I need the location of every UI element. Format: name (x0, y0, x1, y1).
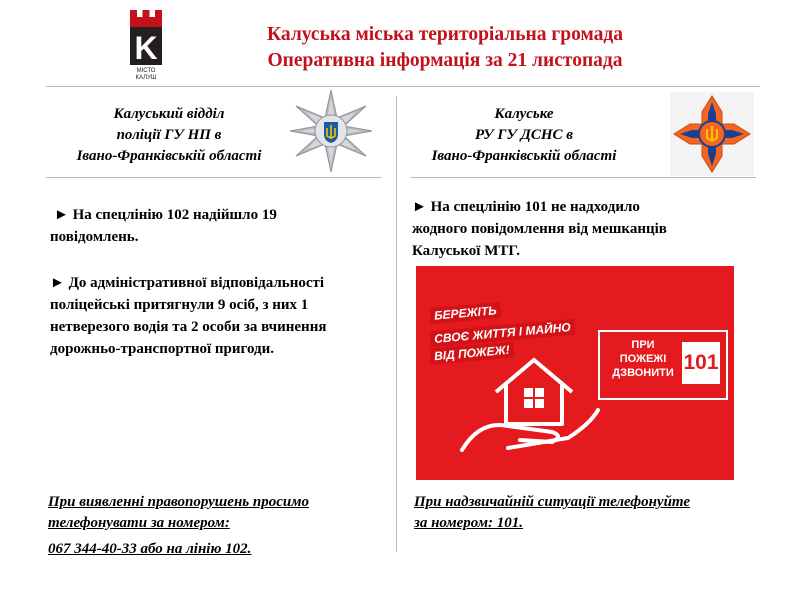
dsns-footer-line2: за номером: 101. (414, 515, 523, 531)
police-footer-line2: телефонувати за номером: (48, 515, 230, 531)
police-p2-line4: дорожньо-транспортної пригоди. (50, 341, 275, 357)
dsns-dept-name (406, 104, 642, 167)
police-paragraph-2 (50, 272, 388, 360)
call-text-line1: ПРИ (631, 339, 655, 351)
call-101-box (598, 330, 728, 400)
dsns-footer-line1: При надзвичайній ситуації телефонуйте (414, 494, 691, 510)
column-divider (396, 96, 397, 552)
police-p2-line2: поліцейські притягнули 9 осіб, з них 1 (50, 297, 309, 313)
dsns-p1-line3: Калуської МТГ. (412, 243, 520, 259)
logo-letter: K (134, 30, 158, 66)
dsns-p1-line2: жодного повідомлення від мешканців (412, 221, 667, 237)
banner-slogan-line1: БЕРЕЖІТЬ (429, 302, 501, 324)
fire-safety-banner (416, 266, 734, 480)
dsns-header-divider (410, 177, 756, 178)
police-p2-line3: нетверезого водія та 2 особи за вчинення (50, 319, 327, 335)
banner-slogan-line2: СВОЄ ЖИТТЯ І МАЙНО (430, 319, 576, 348)
emergency-number: 101 (682, 342, 720, 384)
dsns-name-line1: Калуське (494, 106, 554, 122)
police-name-line3: Івано-Франківській області (76, 148, 262, 164)
police-p1-line2: повідомлень. (50, 229, 139, 245)
dsns-footer (414, 492, 758, 534)
police-name-line1: Калуський відділ (113, 106, 225, 122)
police-dept-name (46, 104, 292, 167)
police-header-divider (46, 177, 382, 178)
top-divider (46, 86, 760, 87)
dsns-name-line3: Івано-Франківській області (431, 148, 617, 164)
call-text (606, 338, 680, 380)
police-footer-line1: При виявленні правопорушень просимо (48, 494, 310, 510)
dsns-name-line2: РУ ГУ ДСНС в (475, 127, 573, 143)
police-footer (48, 492, 388, 560)
police-p2-line1: ► До адміністративної відповідальності (50, 275, 325, 291)
logo-caption-line2: КАЛУШ (135, 75, 157, 80)
police-emblem-icon (288, 88, 374, 174)
dsns-emblem-icon (670, 92, 754, 176)
dsns-paragraph-1 (412, 196, 756, 262)
police-name-line2: поліції ГУ НП в (116, 127, 222, 143)
header-title-line2: Оперативна інформація за 21 листопада (267, 50, 623, 71)
dsns-p1-line1: ► На спецлінію 101 не надходило (412, 199, 640, 215)
call-text-line2: ПОЖЕЖІ (619, 353, 667, 365)
city-logo (128, 8, 164, 80)
logo-caption-line1: МІСТО (136, 68, 156, 74)
police-footer-phone: 067 344-40-33 або на лінію 102. (48, 541, 252, 557)
header-title-line1: Калуська міська територіальна громада (267, 24, 623, 45)
house-in-hand-icon (456, 350, 606, 460)
police-paragraph-1 (50, 204, 382, 248)
police-p1-line1: ► На спецлінію 102 надійшло 19 (54, 207, 277, 223)
banner-slogan-line3: ВІД ПОЖЕЖ! (429, 341, 514, 364)
call-text-line3: ДЗВОНИТИ (612, 367, 674, 379)
